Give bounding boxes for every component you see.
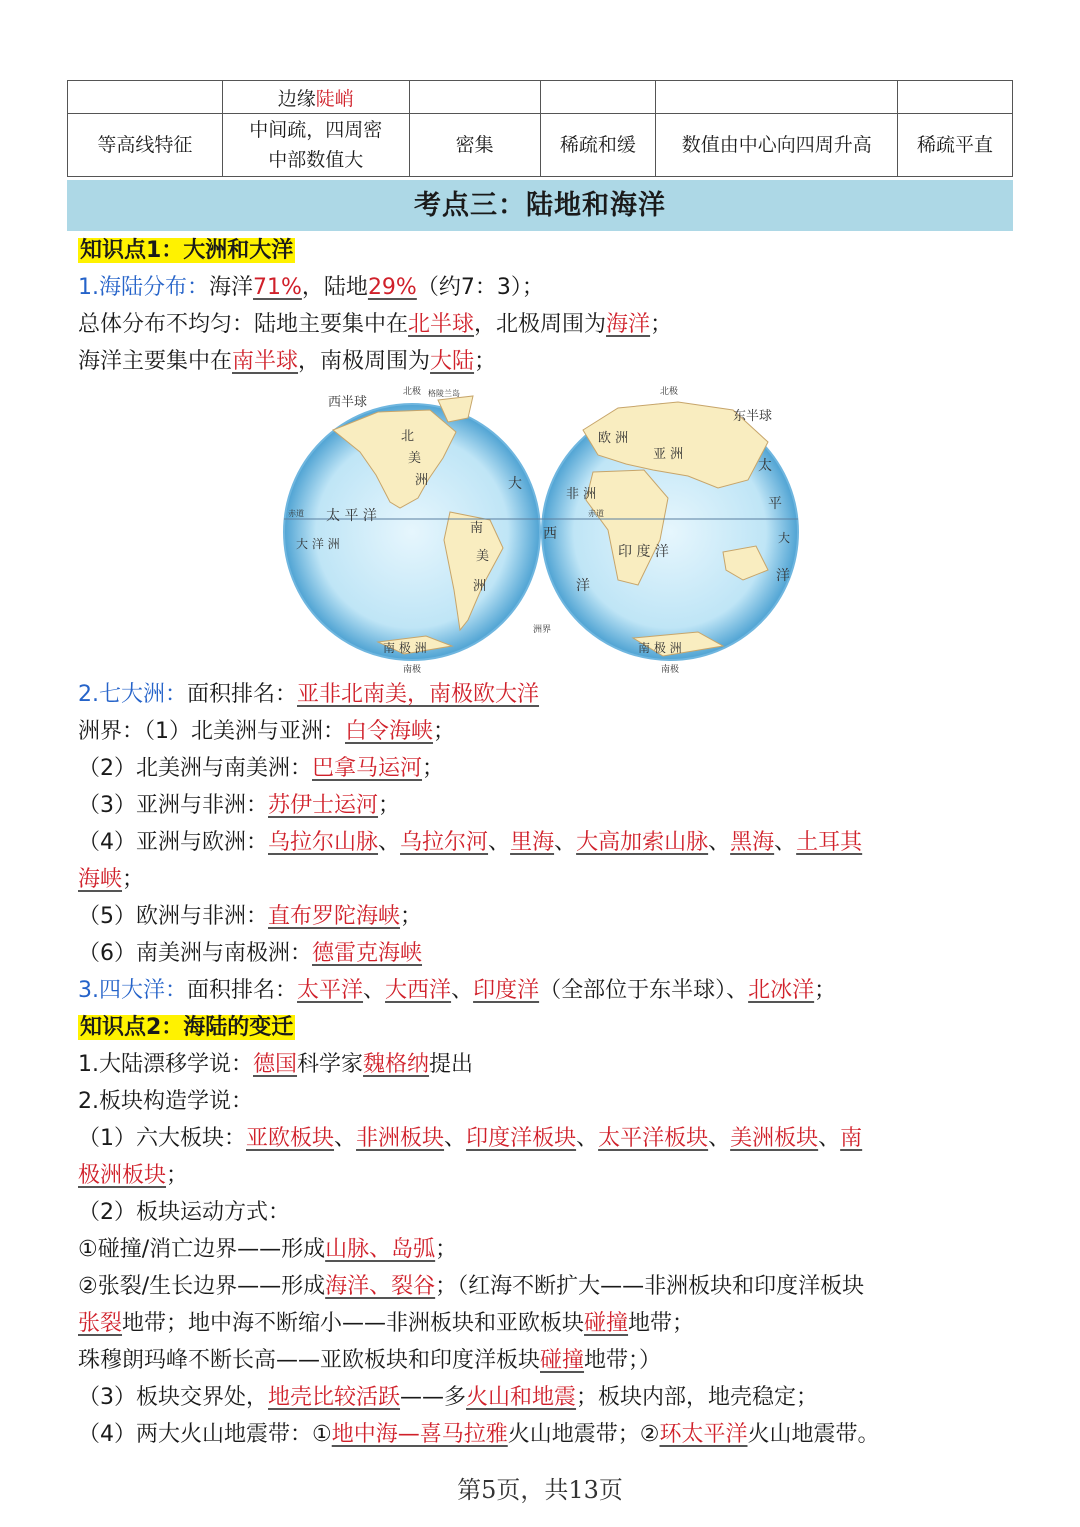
- table-cell: [540, 81, 656, 114]
- text-span: 地带；: [628, 1311, 695, 1336]
- text-span: 德雷克海峡: [312, 941, 423, 966]
- row-label: 等高线特征: [68, 114, 223, 177]
- text-span: （5）欧洲与非洲：: [78, 904, 268, 929]
- paragraph: [78, 713, 1013, 750]
- continent-label: 欧 洲: [598, 431, 629, 446]
- text-span: 地带；地中海不断缩小——非洲板块和亚欧板块: [122, 1311, 585, 1336]
- world-map-svg: [78, 380, 1013, 676]
- knowledge-point-title: 知识点2：海陆的变迁: [80, 1015, 294, 1040]
- text-span: 科学家: [297, 1052, 364, 1077]
- paragraph: [78, 676, 1013, 713]
- text-span: 海洋主要集中在: [78, 349, 233, 374]
- paragraph: [78, 1342, 1013, 1379]
- text-span: ；: [435, 1237, 458, 1262]
- text-span: 地壳比较活跃: [268, 1385, 401, 1410]
- equator-label: 赤道: [288, 509, 304, 518]
- legend-boundary-label: 洲界: [533, 625, 552, 635]
- text-span: 极洲板块: [78, 1163, 167, 1188]
- text-span: 大西洋: [385, 978, 452, 1003]
- text-span: ，北极周围为: [474, 312, 607, 337]
- paragraph: [78, 861, 1013, 898]
- continent-label: 美: [476, 549, 490, 564]
- text-span: 面积排名：: [187, 682, 298, 707]
- text-span: 南: [840, 1126, 863, 1151]
- continent-label: 洲: [473, 579, 487, 594]
- table-cell: [409, 81, 540, 114]
- text-span: 71%: [253, 275, 302, 300]
- text-span: （2）板块运动方式：: [78, 1200, 290, 1225]
- west-hemisphere-label: 西半球: [328, 395, 368, 410]
- text-span: 北冰洋: [748, 978, 815, 1003]
- text-span: 乌拉尔河: [400, 830, 489, 855]
- table-cell: [656, 81, 898, 114]
- text-span: 1.海陆分布：: [78, 275, 209, 300]
- table-cell: 数值由中心向四周升高: [656, 114, 898, 177]
- text-span: 珠穆朗玛峰不断长高——亚欧板块和印度洋板块: [78, 1348, 541, 1373]
- text-span: （4）亚洲与欧洲：: [78, 830, 268, 855]
- continent-label: 洲: [415, 473, 429, 488]
- text-span: 直布罗陀海峡: [268, 904, 401, 929]
- text-span: 苏伊士运河: [268, 793, 379, 818]
- text-span: ②张裂/生长边界——形成: [78, 1274, 326, 1299]
- ocean-label: 印 度 洋: [618, 544, 669, 560]
- text-span: 黑海: [730, 830, 775, 855]
- ocean-label: 西: [543, 526, 557, 542]
- table-cell: 稀疏和缓: [540, 114, 656, 177]
- text-span: 魏格纳: [363, 1052, 430, 1077]
- text-span: 、: [554, 830, 577, 855]
- text-span: 、: [774, 830, 797, 855]
- text-span: 、: [334, 1126, 357, 1151]
- paragraph: [78, 1416, 1013, 1453]
- continent-label: 非 洲: [566, 487, 597, 502]
- section-title: 考点三：陆地和海洋: [67, 180, 1013, 231]
- text-span: （3）板块交界处，: [78, 1385, 268, 1410]
- text-span: ；: [814, 978, 837, 1003]
- world-map: [78, 380, 1013, 676]
- text-span: 大陆: [430, 349, 475, 374]
- text-span: 、: [708, 830, 731, 855]
- text-span: （6）南美洲与南极洲：: [78, 941, 312, 966]
- greenland-label: 格陵兰岛: [428, 389, 460, 398]
- knowledge-point-title: 知识点1：大洲和大洋: [80, 238, 294, 263]
- text-span: 大高加索山脉: [576, 830, 709, 855]
- text-span: 1.大陆漂移学说：: [78, 1052, 253, 1077]
- text-span: 、: [378, 830, 401, 855]
- text-span: ；: [650, 312, 673, 337]
- paragraph: [78, 343, 1013, 380]
- text-span: ；板块内部，地壳稳定；: [576, 1385, 819, 1410]
- paragraph: [78, 269, 1013, 306]
- text-span: 乌拉尔山脉: [268, 830, 379, 855]
- text-span: 、: [444, 1126, 467, 1151]
- text-span: ；: [422, 756, 445, 781]
- text-span: 、: [451, 978, 474, 1003]
- text-span: 亚非北南美，南极欧大洋: [297, 682, 540, 707]
- continent-label: 亚 洲: [653, 447, 684, 462]
- text-span: 、: [708, 1126, 731, 1151]
- paragraph: [78, 1379, 1013, 1416]
- text-span: 2.板块构造学说：: [78, 1089, 253, 1114]
- text-span: ，陆地: [301, 275, 368, 300]
- text-span: 张裂: [78, 1311, 123, 1336]
- text-span: ；: [166, 1163, 189, 1188]
- text-span: ；: [122, 867, 145, 892]
- text-span: 海洋: [209, 275, 254, 300]
- page-footer: 第5页，共13页: [457, 1476, 623, 1504]
- table-cell: [898, 81, 1013, 114]
- text-span: ；（红海不断扩大——非洲板块和印度洋板块: [435, 1274, 865, 1299]
- continent-label: 南 极 洲: [383, 641, 427, 655]
- text-span: 火山和地震: [466, 1385, 577, 1410]
- paragraph: [78, 1120, 1013, 1157]
- continent-label: 北: [401, 429, 415, 444]
- table-cell: [68, 81, 223, 114]
- text-span: 碰撞: [540, 1348, 585, 1373]
- text-span: （2）北美洲与南美洲：: [78, 756, 312, 781]
- ocean-label: 大: [508, 476, 522, 492]
- text-span: 、: [818, 1126, 841, 1151]
- text-span: 总体分布不均匀：陆地主要集中在: [78, 312, 409, 337]
- text-span: ；: [474, 349, 497, 374]
- text-span: 德国: [253, 1052, 298, 1077]
- paragraph: [78, 1157, 1013, 1194]
- continent-label: 南 极 洲: [638, 641, 682, 655]
- paragraph: [78, 898, 1013, 935]
- text-span: 海峡: [78, 867, 123, 892]
- table-cell: 密集: [409, 114, 540, 177]
- text-span: 海洋: [606, 312, 651, 337]
- text-span: （1）六大板块：: [78, 1126, 246, 1151]
- text-span: ；: [400, 904, 423, 929]
- text-span: 碰撞: [584, 1311, 629, 1336]
- ocean-label: 大 洋 洲: [296, 537, 340, 551]
- text-span: 印度洋板块: [466, 1126, 577, 1151]
- north-pole-label: 北极: [403, 387, 422, 397]
- text-span: 太平洋: [297, 978, 364, 1003]
- text-span: 印度洋: [473, 978, 540, 1003]
- text-span: 、: [576, 1126, 599, 1151]
- text-span: 南半球: [232, 349, 299, 374]
- ocean-label: 太 平 洋: [326, 508, 377, 524]
- ocean-label: 洋: [776, 568, 790, 584]
- text-span: 边缘: [277, 87, 316, 110]
- ocean-label: 洋: [576, 578, 590, 594]
- content: [78, 232, 1013, 1453]
- text-span: ——多: [400, 1385, 467, 1410]
- text-span: 白令海峡: [345, 719, 434, 744]
- contour-table: [67, 80, 1013, 177]
- table-cell: [222, 114, 409, 177]
- text-span: 、: [363, 978, 386, 1003]
- text-span: 火山地震带。: [747, 1422, 880, 1447]
- paragraph: [78, 1231, 1013, 1268]
- paragraph: [78, 1194, 1013, 1231]
- text-span: 里海: [510, 830, 555, 855]
- continent-label: 南: [470, 521, 484, 536]
- ocean-label: 平: [768, 496, 782, 512]
- text-span: 山脉、岛弧: [325, 1237, 436, 1262]
- text-span: 非洲板块: [356, 1126, 445, 1151]
- text-span: 海洋、裂谷: [325, 1274, 436, 1299]
- ocean-label: 大: [778, 531, 791, 545]
- table-cell: [222, 81, 409, 114]
- text-span: 中间疏，四周密: [249, 119, 383, 141]
- text-span: 提出: [429, 1052, 474, 1077]
- paragraph: [78, 1083, 1013, 1120]
- text-span: 面积排名：: [187, 978, 298, 1003]
- text-span: （约7：3）；: [416, 275, 544, 300]
- paragraph: [78, 824, 1013, 861]
- text-span: 亚欧板块: [246, 1126, 335, 1151]
- north-pole-label: 北极: [660, 387, 679, 397]
- text-span: 洲界：（1）北美洲与亚洲：: [78, 719, 345, 744]
- text-span: 、: [488, 830, 511, 855]
- paragraph: [78, 750, 1013, 787]
- paragraph: [78, 1305, 1013, 1342]
- text-span: 北半球: [408, 312, 475, 337]
- paragraph: [78, 972, 1013, 1009]
- text-span: 2.七大洲：: [78, 682, 187, 707]
- text-span: 太平洋板块: [598, 1126, 709, 1151]
- table-row: [68, 81, 1013, 114]
- table-row: [68, 114, 1013, 177]
- text-span: 3.四大洋：: [78, 978, 187, 1003]
- table-cell: 稀疏平直: [898, 114, 1013, 177]
- south-pole-label: 南极: [661, 665, 680, 675]
- text-span: ①碰撞/消亡边界——形成: [78, 1237, 326, 1262]
- text-span: 陡峭: [315, 87, 354, 110]
- text-span: （4）两大火山地震带：①: [78, 1422, 332, 1447]
- text-span: 中部数值大: [268, 149, 364, 171]
- paragraph: [78, 935, 1013, 972]
- text-span: ；: [378, 793, 401, 818]
- text-span: 土耳其: [796, 830, 863, 855]
- south-pole-label: 南极: [403, 665, 422, 675]
- continent-label: 美: [408, 451, 422, 466]
- text-span: 巴拿马运河: [312, 756, 423, 781]
- text-span: 地带；）: [584, 1348, 662, 1373]
- paragraph: [78, 306, 1013, 343]
- text-span: 美洲板块: [730, 1126, 819, 1151]
- text-span: ，南极周围为: [298, 349, 431, 374]
- text-span: 地中海—喜马拉雅: [331, 1422, 508, 1447]
- equator-label: 赤道: [588, 509, 604, 518]
- ocean-label: 太: [758, 458, 772, 474]
- east-hemisphere-label: 东半球: [733, 409, 773, 424]
- paragraph: [78, 1268, 1013, 1305]
- text-span: 火山地震带；②: [507, 1422, 660, 1447]
- paragraph: [78, 787, 1013, 824]
- text-span: ；: [433, 719, 456, 744]
- paragraph: [78, 1046, 1013, 1083]
- text-span: （全部位于东半球）、: [539, 978, 749, 1003]
- text-span: 环太平洋: [659, 1422, 748, 1447]
- text-span: （3）亚洲与非洲：: [78, 793, 268, 818]
- text-span: 29%: [367, 275, 417, 300]
